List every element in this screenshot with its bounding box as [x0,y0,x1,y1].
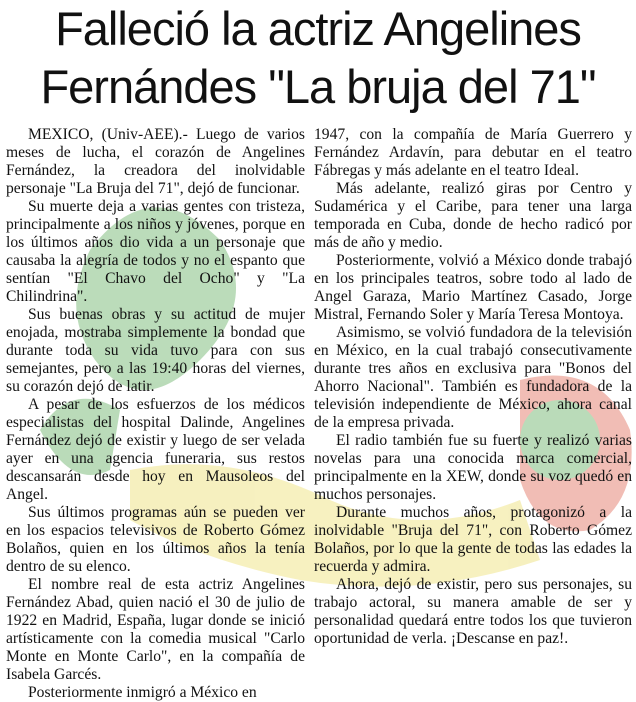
paragraph: El nombre real de esta actriz Angelines Fernández Abad, quien nació el 30 de julio de 1922 en Madrid, España, lugar donde se inició artísticamente con la comedia musical "Carlo Monte en Monte Carlo", en la compañía de Isabela Garcés. [6,576,305,683]
headline-line-1: Falleció la actriz Angelines [55,2,581,55]
paragraph: Sus buenas obras y su actitud de mujer enojada, mostraba simplemente la bondad que durante toda su vida tuvo para con sus semejantes, pero a las 19:40 horas del viernes, su corazón dejó de latir. [6,306,305,395]
paragraph: Posteriormente, volvió a México donde trabajó en los principales teatros, sobre todo al lado de Angel Garaza, Mario Martínez Casado, Jorge Mistral, Fernando Soler y María Teresa Montoya. [314,252,632,323]
paragraph: Durante muchos años, protagonizó a la inolvidable "Bruja del 71", con Roberto Gómez Bolaños, por lo que la gente de todas las edades la recuerda y admira. [314,504,632,575]
paragraph: Su muerte deja a varias gentes con tristeza, principalmente a los niños y jóvenes, porque en los últimos años dio vida a un personaje que causaba la alegría de todos y no el espanto que sentían "El Chavo del Ocho" y "La Chilindrina". [6,198,305,305]
paragraph: Sus últimos programas aún se pueden ver en los espacios televisivos de Roberto Gómez Bolaños, quien en los últimos años la tenía dentro de su elenco. [6,504,305,575]
paragraph: Más adelante, realizó giras por Centro y Sudamérica y el Caribe, para tener una larga temporada en Cuba, donde de hecho radicó por más de año y medio. [314,180,632,251]
paragraph: Posteriormente inmigró a México en [28,684,257,701]
headline [0,0,636,116]
article-column-left [6,126,305,702]
paragraph: MEXICO, (Univ-AEE).- Luego de varios meses de lucha, el corazón de Angelines Fernández, la creadora del inolvidable personaje "La Bruja del 71", dejó de funcionar. [6,126,305,197]
paragraph: Ahora, dejó de existir, pero sus personajes, su trabajo actoral, su manera amable de ser y personalidad quedará entre todos los que tuvieron oportunidad de verla. ¡Descanse en paz!. [314,576,632,647]
paragraph: A pesar de los esfuerzos de los médicos especialistas del hospital Dalinde, Angelines Fernández dejó de existir y luego de ser velada ayer en una agencia funeraria, sus restos descansarán desde hoy en Mausoleos del Angel. [6,396,305,503]
paragraph: Asimismo, se volvió fundadora de la televisión en México, en la cual trabajó consecutivamente durante tres años en exclusiva para "Bonos del Ahorro Nacional". También es fundadora de la televisión independiente de México, ahora canal de la empresa privada. [314,324,632,431]
paragraph: El radio también fue su fuerte y realizó varias novelas para una conocida marca comercial, principalmente en la XEW, donde su voz quedó en muchos personajes. [314,432,632,503]
headline-line-2: Fernándes "La bruja del 71" [40,60,596,113]
article-column-right [314,126,632,648]
paragraph: 1947, con la compañía de María Guerrero y Fernández Ardavín, para debutar en el teatro Fábregas y más adelante en el teatro Ideal. [314,126,632,179]
